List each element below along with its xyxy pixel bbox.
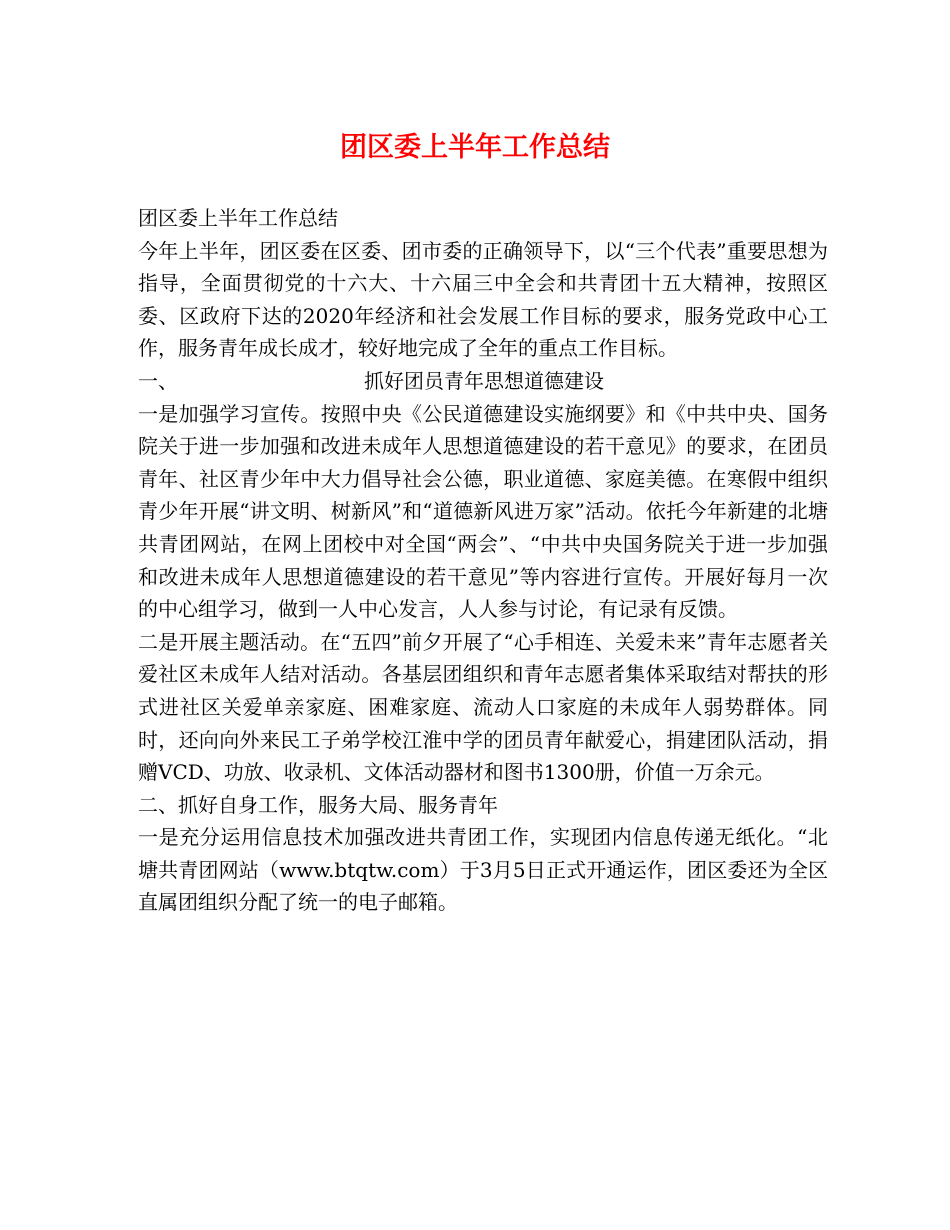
- paragraph-information-tech: 一是充分运用信息技术加强改进共青团工作，实现团内信息传递无纸化。“北塘共青团网站（www.btqtw.com）于3月5日正式开通运作，团区委还为全区直属团组织分配了统一的电子邮箱。: [138, 825, 828, 915]
- paragraph-study-publicity: 一是加强学习宣传。按照中央《公民道德建设实施纲要》和《中共中央、国务院关于进一步加强和改进未成年人思想道德建设的若干意见》的要求，在团员青年、社区青少年中大力倡导社会公德，职业道德、家庭美德。在寒假中组织青少年开展“讲文明、树新风”和“道德新风进万家”活动。依托今年新建的北塘共青团网站，在网上团校中对全国“两会”、“中共中央国务院关于进一步加强和改进未成年人思想道德建设的若干意见”等内容进行宣传。开展好每月一次的中心组学习，做到一人中心发言，人人参与讨论，有记录有反馈。: [138, 401, 828, 622]
- paragraph-theme-activities: 二是开展主题活动。在“五四”前夕开展了“心手相连、关爱未来”青年志愿者关爱社区未成年人结对活动。各基层团组织和青年志愿者集体采取结对帮扶的形式进社区关爱单亲家庭、困难家庭、流动人口家庭的未成年人弱势群体。同时，还向向外来民工子弟学校江淮中学的团员青年献爱心，捐建团队活动，捐赠VCD、功放、收录机、文体活动器材和图书1300册，价值一万余元。: [138, 629, 828, 785]
- section-2-heading: 二、抓好自身工作，服务大局、服务青年: [138, 792, 498, 817]
- section-1-number: 一、: [138, 368, 178, 393]
- document-subtitle: 团区委上半年工作总结: [138, 206, 338, 230]
- section-1-title: 抓好团员青年思想道德建设: [364, 368, 604, 393]
- document-body: [138, 202, 828, 919]
- intro-paragraph: 今年上半年，团区委在区委、团市委的正确领导下，以“三个代表”重要思想为指导，全面贯彻党的十六大、十六届三中全会和共青团十五大精神，按照区委、区政府下达的2020年经济和社会发展工作目标的要求，服务党政中心工作，服务青年成长成才，较好地完成了全年的重点工作目标。: [138, 238, 828, 361]
- section-1-heading: [138, 365, 828, 398]
- document-title: 团区委上半年工作总结: [340, 132, 610, 163]
